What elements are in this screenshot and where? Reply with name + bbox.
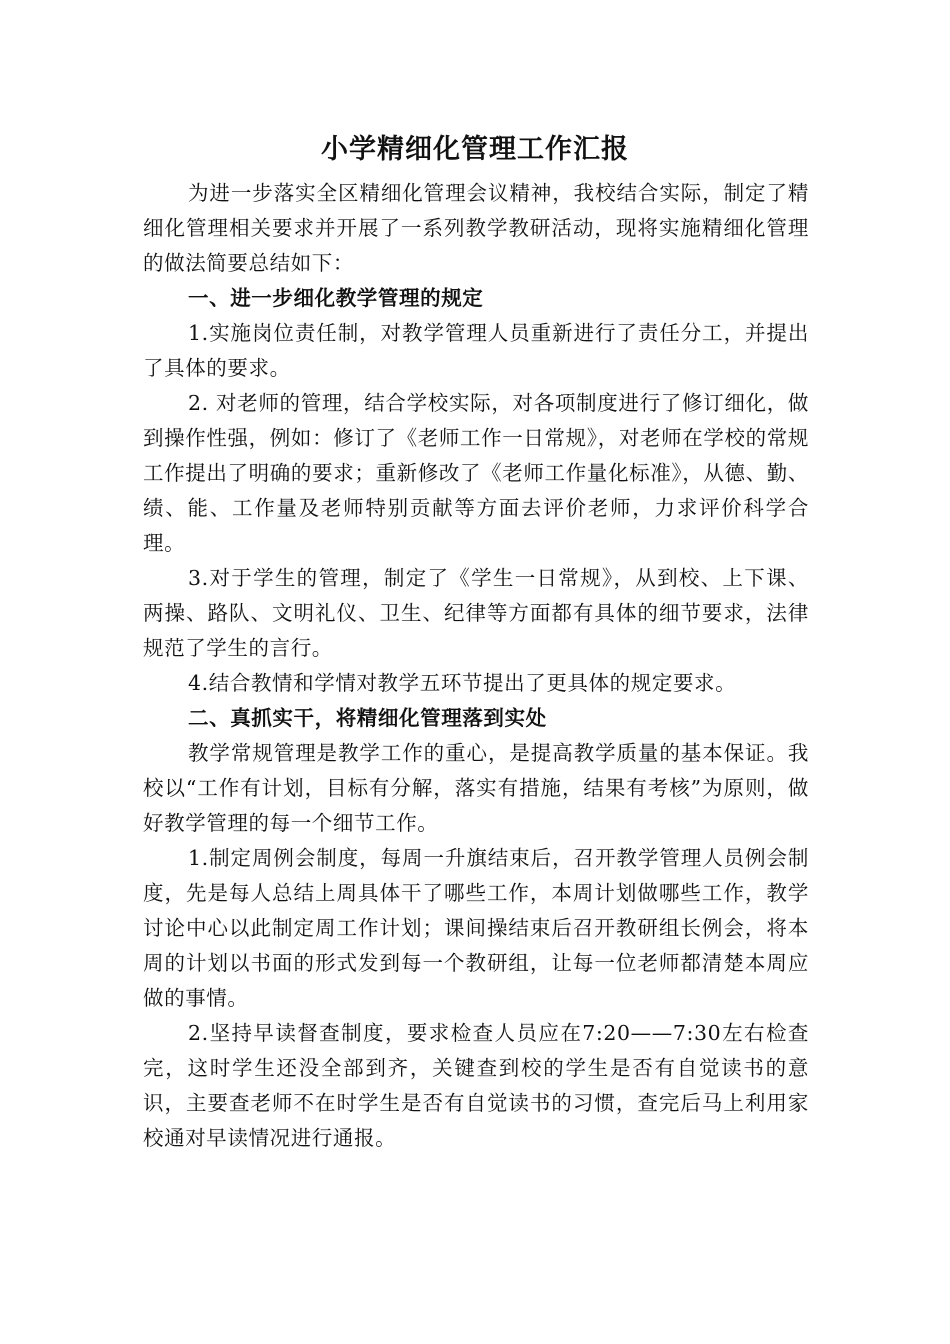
section-heading-2: 二、真抓实干，将精细化管理落到实处 [188,706,547,730]
section1-item-2: 2. 对老师的管理，结合学校实际，对各项制度进行了修订细化，做到操作性强，例如：修订了《老师工作一日常规》，对老师在学校的常规工作提出了明确的要求；重新修改了《老师工作量化标准》，从德、勤、绩、能、工作量及老师特别贡献等方面去评价老师，力求评价科学合理。 [143,391,809,555]
document-body [143,176,809,1156]
document-title: 小学精细化管理工作汇报 [321,134,629,165]
section1-item-3: 3.对于学生的管理，制定了《学生一日常规》，从到校、上下课、两操、路队、文明礼仪、卫生、纪律等方面都有具体的细节要求，法律规范了学生的言行。 [143,566,809,660]
section2-intro: 教学常规管理是教学工作的重心，是提高教学质量的基本保证。我校以“工作有计划，目标有分解，落实有措施，结果有考核”为原则，做好教学管理的每一个细节工作。 [143,741,809,835]
section1-item-1: 1.实施岗位责任制，对教学管理人员重新进行了责任分工，并提出了具体的要求。 [143,321,809,380]
intro-paragraph: 为进一步落实全区精细化管理会议精神，我校结合实际，制定了精细化管理相关要求并开展了一系列教学教研活动，现将实施精细化管理的做法简要总结如下： [143,181,809,275]
section2-item-2: 2.坚持早读督查制度，要求检查人员应在7:20——7:30左右检查完，这时学生还没全部到齐，关键查到校的学生是否有自觉读书的意识，主要查老师不在时学生是否有自觉读书的习惯，查完后马上利用家校通对早读情况进行通报。 [143,1021,809,1150]
section2-item-1: 1.制定周例会制度，每周一升旗结束后，召开教学管理人员例会制度，先是每人总结上周具体干了哪些工作，本周计划做哪些工作，教学讨论中心以此制定周工作计划；课间操结束后召开教研组长例会，将本周的计划以书面的形式发到每一个教研组，让每一位老师都清楚本周应做的事情。 [143,846,809,1010]
section-heading-1: 一、进一步细化教学管理的规定 [188,286,484,310]
section1-item-4: 4.结合教情和学情对教学五环节提出了更具体的规定要求。 [188,671,737,695]
